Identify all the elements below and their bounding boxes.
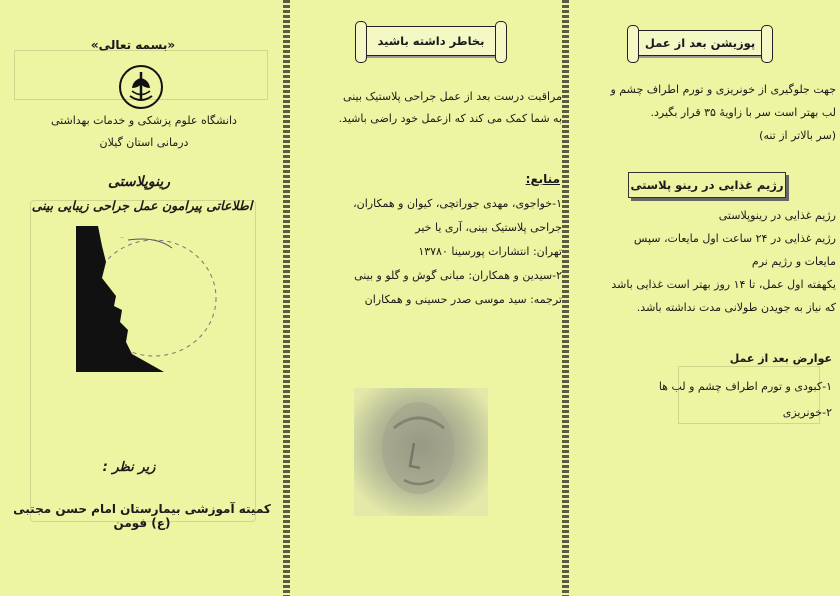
university-line: درمانی استان گیلان — [99, 136, 189, 149]
diet-line: یکهفته اول عمل، تا ۱۴ روز بهتر است غذایی باشد — [611, 278, 836, 291]
care-line: مراقبت درست بعد از عمل جراحی پلاستیک بینی — [343, 90, 562, 103]
diet-title — [628, 172, 786, 198]
left-panel — [0, 0, 284, 596]
faded-portrait-image — [354, 388, 488, 516]
diet-text — [566, 204, 836, 319]
university-logo-icon — [118, 64, 164, 110]
diet-line: رژیم غذایی در ۲۴ ساعت اول مایعات، سپس — [633, 232, 836, 245]
position-line: (سر بالاتر از تنه) — [759, 129, 836, 142]
committee-name: کمیته آموزشی بیمارستان امام حسن مجتبی (ع) فومن — [13, 502, 271, 530]
position-line: جهت جلوگیری از خونریزی و تورم اطراف چشم و — [610, 83, 836, 96]
supervision-label: زیر نظر : — [102, 460, 156, 475]
care-text — [290, 86, 562, 130]
position-title-text: پوزیشن بعد از عمل — [644, 36, 756, 50]
middle-panel — [290, 0, 562, 596]
diet-line: مایعات و رژیم نرم — [751, 255, 836, 268]
position-line: لب بهتر است سر با زاویهٔ ۳۵ قرار بگیرد. — [650, 106, 836, 119]
source-line: ترجمه: سید موسی صدر حسینی و همکاران — [364, 293, 562, 306]
complications-list — [572, 374, 832, 426]
source-line: جراحی پلاستیک بینی، آری یا خیر — [415, 221, 562, 234]
complications-title: عوارض بعد از عمل — [729, 352, 832, 365]
diet-title-text: رژیم غذایی در رینو پلاستی — [630, 178, 784, 192]
diet-line: رژیم غذایی در رینوپلاستی — [718, 209, 836, 222]
source-line: تهران: انتشارات پورسینا ۱۳۷۸۰ — [418, 245, 562, 258]
university-name — [44, 110, 244, 154]
university-line: دانشگاه علوم پزشکی و خدمات بهداشتی — [51, 114, 237, 127]
care-line: به شما کمک می کند که ازعمل خود راضی باشید. — [338, 112, 562, 125]
nose-profile-illustration — [76, 226, 226, 374]
source-line: ۱-خواجوی، مهدی جوراتچی، کیوان و همکاران، — [353, 197, 562, 210]
bismillah-text: «بسمه تعالی» — [90, 38, 176, 52]
position-title — [634, 30, 766, 56]
topic-title: رینوپلاستی — [108, 174, 170, 190]
fold-line-left — [283, 0, 290, 596]
remember-title-text: بخاطر داشته باشید — [377, 34, 485, 48]
sources-list — [290, 192, 562, 312]
remember-title — [362, 26, 500, 56]
position-text — [566, 78, 836, 147]
diet-line: که نیاز به جویدن طولانی مدت نداشته باشد. — [636, 301, 836, 314]
complication-item: ۱-کبودی و تورم اطراف چشم و لب ها — [658, 380, 832, 393]
sources-title: منابع: — [525, 172, 560, 186]
source-line: ۲-سیدین و همکاران: مبانی گوش و گلو و بینی — [354, 269, 562, 282]
right-panel — [566, 0, 840, 596]
svg-text:..: .. — [120, 233, 124, 240]
brochure-subtitle: اطلاعاتی پیرامون عمل جراحی زیبایی بینی — [31, 198, 253, 213]
complication-item: ۲-خونریزی — [782, 406, 832, 419]
